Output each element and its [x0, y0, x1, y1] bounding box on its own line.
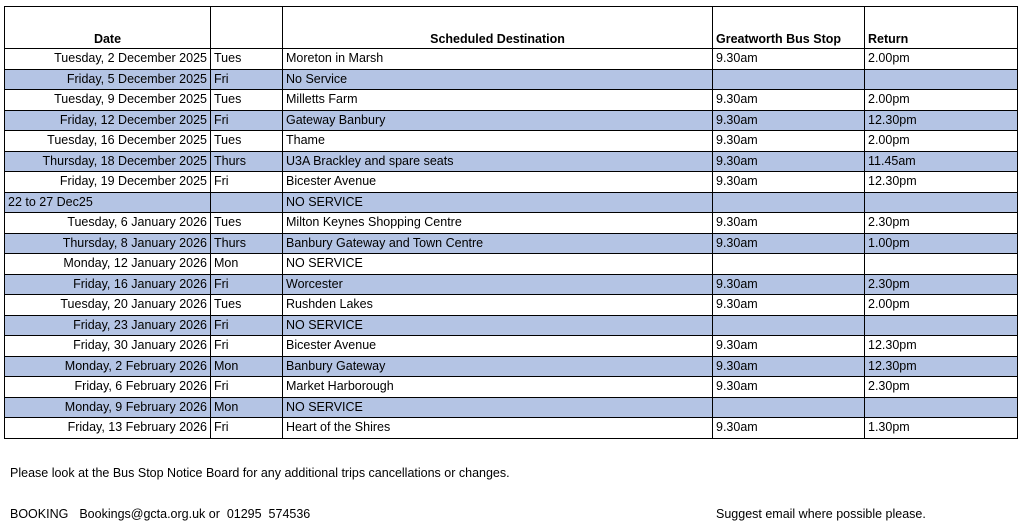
cell-destination: NO SERVICE: [283, 397, 713, 418]
cell-day: [211, 192, 283, 213]
cell-bus-stop-time: 9.30am: [713, 295, 865, 316]
header-destination: Scheduled Destination: [283, 7, 713, 49]
cell-day: Mon: [211, 254, 283, 275]
cell-return-time: [865, 69, 1018, 90]
cell-destination: NO SERVICE: [283, 315, 713, 336]
cell-bus-stop-time: 9.30am: [713, 418, 865, 439]
cell-return-time: 12.30pm: [865, 336, 1018, 357]
cell-date: Tuesday, 2 December 2025: [5, 49, 211, 70]
cell-return-time: 12.30pm: [865, 110, 1018, 131]
table-row: [5, 49, 1018, 70]
cell-day: Thurs: [211, 151, 283, 172]
cell-day: Tues: [211, 49, 283, 70]
cell-bus-stop-time: 9.30am: [713, 233, 865, 254]
cell-date: Thursday, 8 January 2026: [5, 233, 211, 254]
cell-day: Fri: [211, 172, 283, 193]
cell-return-time: 2.00pm: [865, 295, 1018, 316]
cell-day: Fri: [211, 336, 283, 357]
cell-destination: NO SERVICE: [283, 192, 713, 213]
table-header-row: [5, 7, 1018, 49]
cell-destination: Market Harborough: [283, 377, 713, 398]
cell-date: Thursday, 18 December 2025: [5, 151, 211, 172]
cell-return-time: 12.30pm: [865, 356, 1018, 377]
cell-day: Fri: [211, 418, 283, 439]
cell-return-time: 12.30pm: [865, 172, 1018, 193]
cell-bus-stop-time: 9.30am: [713, 131, 865, 152]
cell-return-time: 2.00pm: [865, 90, 1018, 111]
table-row: [5, 172, 1018, 193]
cell-return-time: [865, 315, 1018, 336]
cell-return-time: 2.00pm: [865, 131, 1018, 152]
table-body: [5, 49, 1018, 439]
cell-destination: Bicester Avenue: [283, 172, 713, 193]
header-date: Date: [5, 7, 211, 49]
cell-bus-stop-time: 9.30am: [713, 336, 865, 357]
cell-destination: Moreton in Marsh: [283, 49, 713, 70]
table-row: [5, 397, 1018, 418]
cell-return-time: 2.30pm: [865, 377, 1018, 398]
booking-line: [10, 507, 310, 521]
cell-destination: Milton Keynes Shopping Centre: [283, 213, 713, 234]
cell-date: Friday, 19 December 2025: [5, 172, 211, 193]
booking-contact: Bookings@gcta.org.uk or 01295 574536: [79, 507, 311, 521]
cell-day: Fri: [211, 274, 283, 295]
header-day: [211, 7, 283, 49]
cell-date: Friday, 5 December 2025: [5, 69, 211, 90]
cell-destination: Milletts Farm: [283, 90, 713, 111]
cell-bus-stop-time: [713, 192, 865, 213]
cell-date: Friday, 23 January 2026: [5, 315, 211, 336]
table-row: [5, 69, 1018, 90]
table-row: [5, 377, 1018, 398]
table-row: [5, 213, 1018, 234]
cell-bus-stop-time: 9.30am: [713, 49, 865, 70]
cell-return-time: [865, 192, 1018, 213]
booking-label: BOOKING: [10, 507, 69, 521]
cell-date: Tuesday, 9 December 2025: [5, 90, 211, 111]
table-row: [5, 274, 1018, 295]
table-row: [5, 90, 1018, 111]
table-row: [5, 192, 1018, 213]
cell-destination: Gateway Banbury: [283, 110, 713, 131]
table-row: [5, 254, 1018, 275]
cell-bus-stop-time: [713, 254, 865, 275]
cell-day: Fri: [211, 377, 283, 398]
cell-day: Fri: [211, 69, 283, 90]
cell-bus-stop-time: 9.30am: [713, 356, 865, 377]
cell-return-time: 2.30pm: [865, 274, 1018, 295]
cell-date: Tuesday, 20 January 2026: [5, 295, 211, 316]
cell-date: Friday, 12 December 2025: [5, 110, 211, 131]
header-return: Return: [865, 7, 1018, 49]
cell-bus-stop-time: 9.30am: [713, 110, 865, 131]
table-row: [5, 315, 1018, 336]
cell-date: Friday, 13 February 2026: [5, 418, 211, 439]
cell-bus-stop-time: 9.30am: [713, 377, 865, 398]
cell-destination: No Service: [283, 69, 713, 90]
cell-bus-stop-time: [713, 315, 865, 336]
cell-bus-stop-time: 9.30am: [713, 213, 865, 234]
cell-day: Tues: [211, 295, 283, 316]
cell-bus-stop-time: [713, 69, 865, 90]
table-row: [5, 418, 1018, 439]
cell-destination: U3A Brackley and spare seats: [283, 151, 713, 172]
cell-bus-stop-time: 9.30am: [713, 151, 865, 172]
header-bus-stop: Greatworth Bus Stop: [713, 7, 865, 49]
cell-return-time: 1.00pm: [865, 233, 1018, 254]
cell-destination: Bicester Avenue: [283, 336, 713, 357]
cell-destination: Banbury Gateway and Town Centre: [283, 233, 713, 254]
cell-date: Friday, 16 January 2026: [5, 274, 211, 295]
cell-destination: Rushden Lakes: [283, 295, 713, 316]
cell-return-time: 2.30pm: [865, 213, 1018, 234]
cell-destination: Banbury Gateway: [283, 356, 713, 377]
cell-bus-stop-time: 9.30am: [713, 90, 865, 111]
cell-destination: Worcester: [283, 274, 713, 295]
cell-date: Tuesday, 16 December 2025: [5, 131, 211, 152]
cell-bus-stop-time: 9.30am: [713, 172, 865, 193]
table-row: [5, 110, 1018, 131]
notice-board-note: Please look at the Bus Stop Notice Board for any additional trips cancellations or changes.: [10, 466, 510, 480]
cell-return-time: 1.30pm: [865, 418, 1018, 439]
cell-date: Friday, 6 February 2026: [5, 377, 211, 398]
cell-bus-stop-time: 9.30am: [713, 274, 865, 295]
cell-day: Fri: [211, 315, 283, 336]
cell-day: Fri: [211, 110, 283, 131]
cell-day: Tues: [211, 90, 283, 111]
cell-date: Monday, 2 February 2026: [5, 356, 211, 377]
cell-destination: Heart of the Shires: [283, 418, 713, 439]
cell-return-time: 2.00pm: [865, 49, 1018, 70]
cell-date: Friday, 30 January 2026: [5, 336, 211, 357]
cell-return-time: [865, 397, 1018, 418]
cell-day: Mon: [211, 397, 283, 418]
cell-destination: Thame: [283, 131, 713, 152]
cell-date: 22 to 27 Dec25: [5, 192, 211, 213]
cell-destination: NO SERVICE: [283, 254, 713, 275]
cell-date: Monday, 9 February 2026: [5, 397, 211, 418]
cell-day: Mon: [211, 356, 283, 377]
cell-return-time: 11.45am: [865, 151, 1018, 172]
table-row: [5, 295, 1018, 316]
cell-day: Thurs: [211, 233, 283, 254]
bus-schedule-table: [4, 6, 1018, 439]
cell-bus-stop-time: [713, 397, 865, 418]
cell-date: Tuesday, 6 January 2026: [5, 213, 211, 234]
table-row: [5, 131, 1018, 152]
suggest-email-note: Suggest email where possible please.: [716, 507, 926, 521]
cell-day: Tues: [211, 131, 283, 152]
cell-return-time: [865, 254, 1018, 275]
table-row: [5, 356, 1018, 377]
table-row: [5, 336, 1018, 357]
table-row: [5, 151, 1018, 172]
cell-day: Tues: [211, 213, 283, 234]
cell-date: Monday, 12 January 2026: [5, 254, 211, 275]
table-row: [5, 233, 1018, 254]
